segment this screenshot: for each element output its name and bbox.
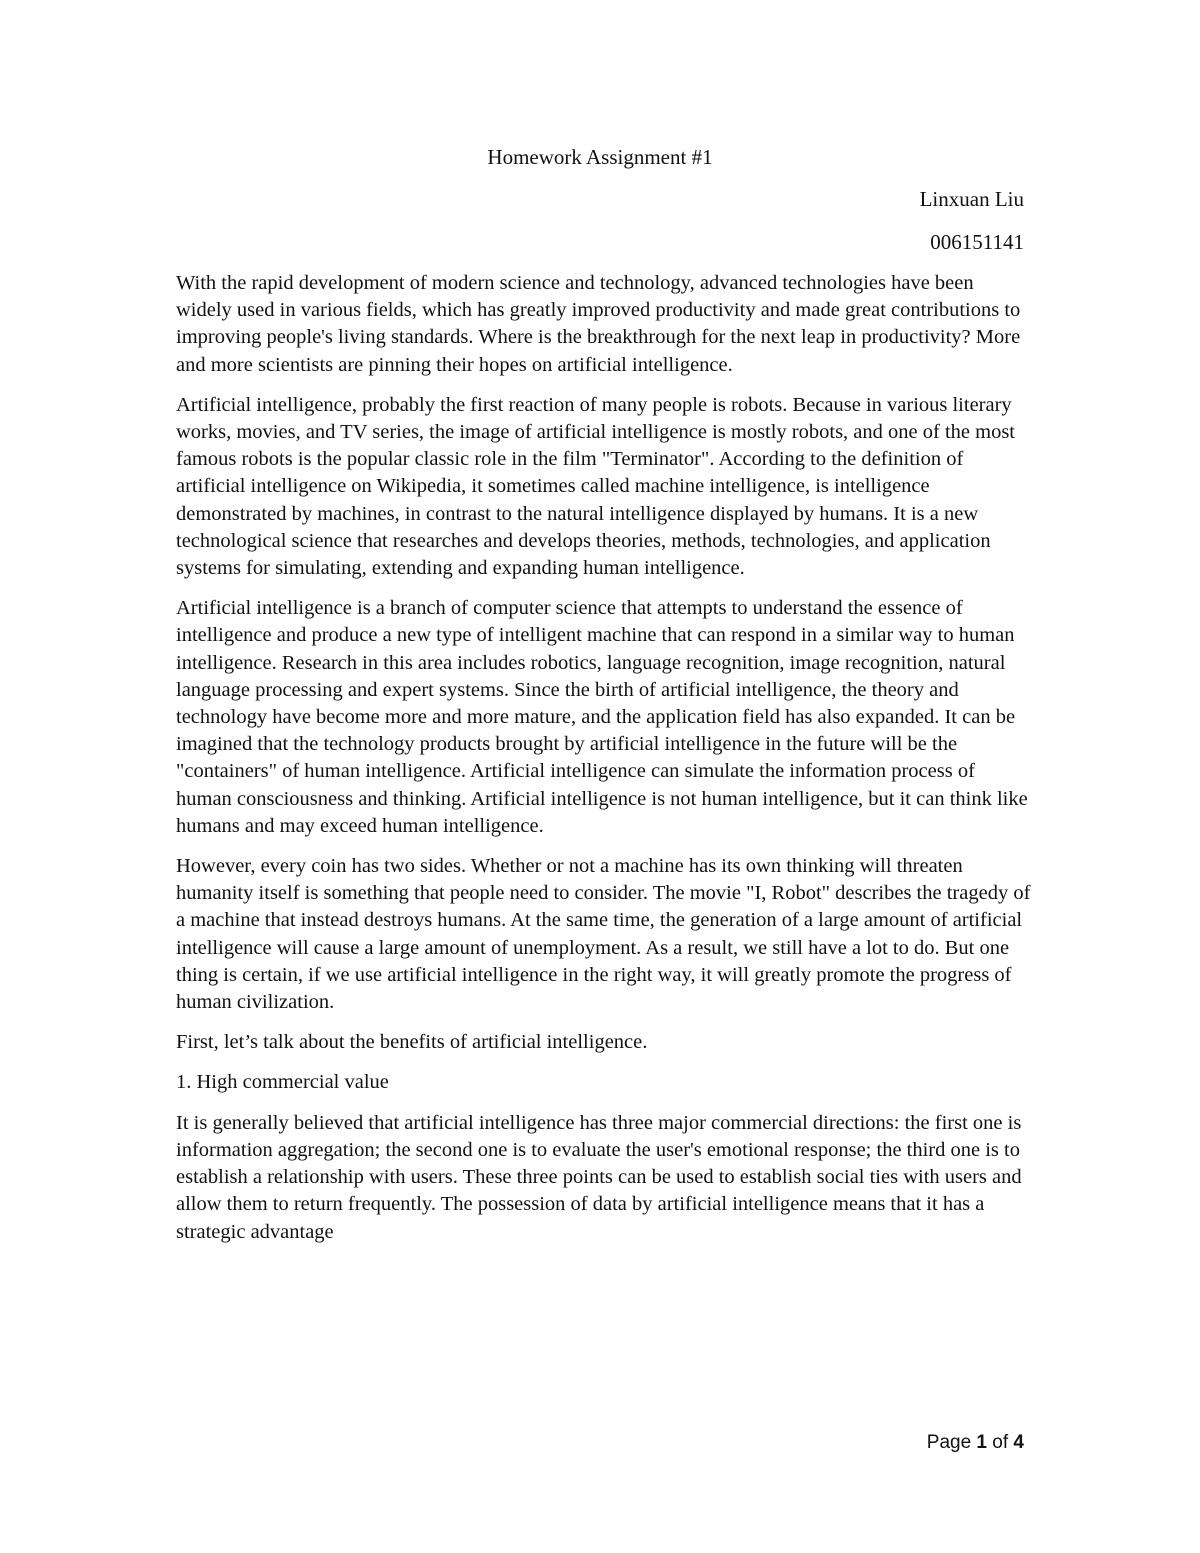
section-heading: 1. High commercial value — [176, 1071, 389, 1094]
page-current: 1 — [976, 1432, 987, 1453]
document-title: Homework Assignment #1 — [487, 145, 713, 169]
paragraph-3: Artificial intelligence is a branch of computer science that attempts to understand the essence of intelligence and produce a new type of intelligent machine that can respond in a similar way to human intelligence. Research in this area includes robotics, language recognition, image recognition, natural language processing and expert systems. Since the birth of artificial intelligence, the theory and technology have become more and more mature, and the application field has also expanded. It can be imagined that the technology products brought by artificial intelligence in the future will be the "containers" of human intelligence. Artificial intelligence can simulate the information process of human consciousness and thinking. Artificial intelligence is not human intelligence, but it can think like humans and may exceed human intelligence. — [176, 597, 1028, 837]
document-body — [176, 270, 1031, 1259]
paragraph-6: It is generally believed that artificial intelligence has three major commercial directions: the first one is information aggregation; the second one is to evaluate the user's emotional response; the third one is to establish a relationship with users. These three points can be used to establish social ties with users and allow them to return frequently. The possession of data by artificial intelligence means that it has a strategic advantage — [176, 1111, 1022, 1243]
paragraph-5: First, let’s talk about the benefits of artificial intelligence. — [176, 1031, 648, 1054]
of-word: of — [992, 1432, 1009, 1453]
page-number — [927, 1430, 1024, 1456]
page-word: Page — [926, 1432, 972, 1453]
author-name: Linxuan Liu — [919, 187, 1024, 211]
student-id: 006151141 — [930, 230, 1024, 254]
paragraph-4: However, every coin has two sides. Whether or not a machine has its own thinking will threaten humanity itself is something that people need to consider. The movie "I, Robot" describes the tragedy of a machine that instead destroys humans. At the same time, the generation of a large amount of artificial intelligence will cause a large amount of unemployment. As a result, we still have a lot to do. But one thing is certain, if we use artificial intelligence in the right way, it will greatly promote the progress of human civilization. — [176, 855, 1031, 1014]
paragraph-1: With the rapid development of modern science and technology, advanced technologies have been widely used in various fields, which has greatly improved productivity and made great contributions to improving people's living standards. Where is the breakthrough for the next leap in productivity? More and more scientists are pinning their hopes on artificial intelligence. — [176, 272, 1021, 376]
page-total: 4 — [1013, 1432, 1024, 1453]
paragraph-2: Artificial intelligence, probably the first reaction of many people is robots. Because in various literary works, movies, and TV series, the image of artificial intelligence is mostly robots, and one of the most famous robots is the popular classic role in the film "Terminator". According to the definition of artificial intelligence on Wikipedia, it sometimes called machine intelligence, is intelligence demonstrated by machines, in contrast to the natural intelligence displayed by humans. It is a new technological science that researches and develops theories, methods, technologies, and application systems for simulating, extending and expanding human intelligence. — [176, 393, 1015, 580]
